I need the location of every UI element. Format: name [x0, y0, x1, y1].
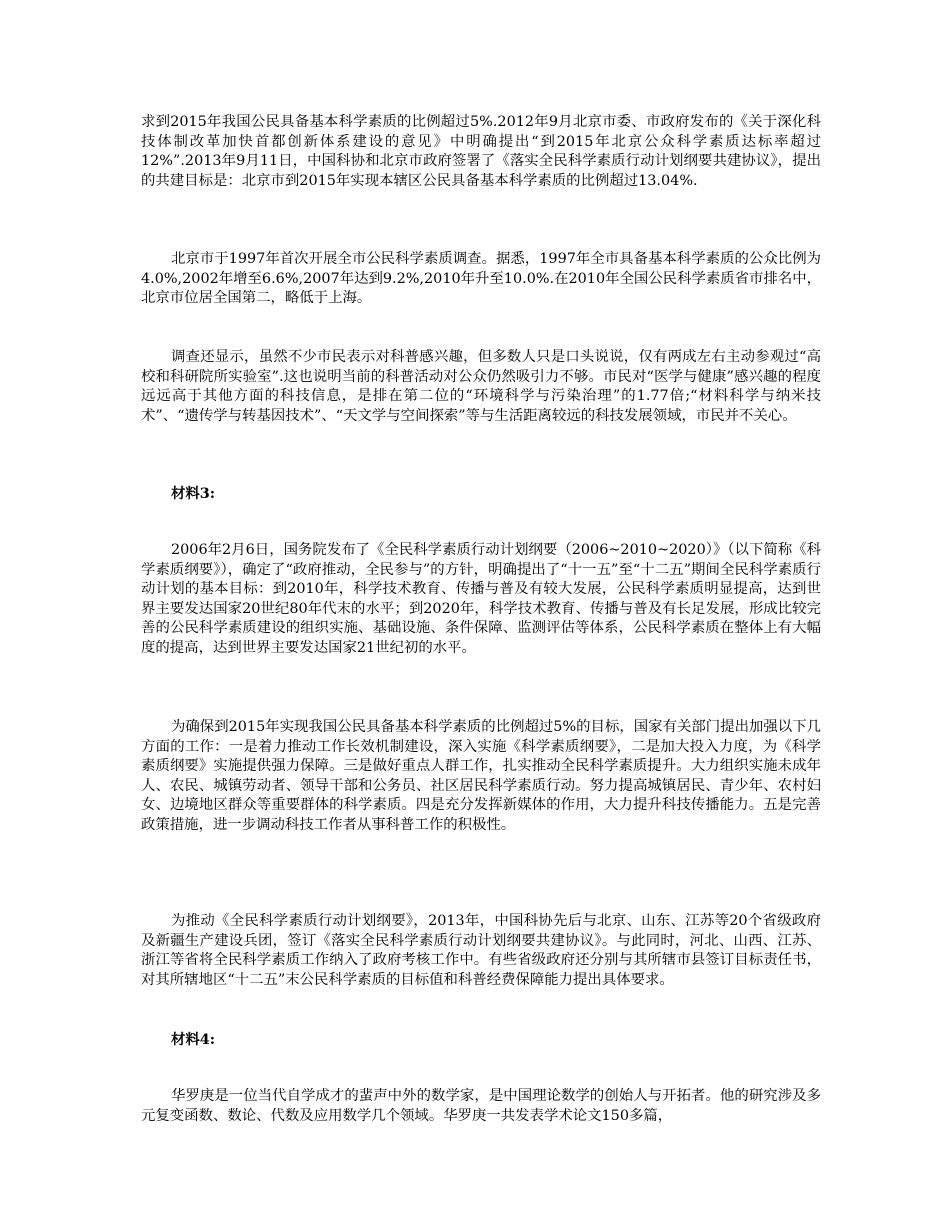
heading-material-3: 材料3:: [171, 485, 216, 502]
paragraph-national-work: 为确保到2015年实现我国公民具备基本科学素质的比例超过5%的目标，国家有关部门提出加强以下几方面的工作：一是着力推动工作长效机制建设，深入实施《科学素质纲要》，二是加大投入力度，为《科学素质纲要》实施提供强力保障。三是做好重点人群工作，扎实推动全民科学素质提升。大力组织实施未成年人、农民、城镇劳动者、领导干部和公务员、社区居民科学素质行动。努力提高城镇居民、青少年、农村妇女、边境地区群众等重要群体的科学素质。四是充分发挥新媒体的作用，大力提升科技传播能力。五是完善政策措施，进一步调动科技工作者从事科普工作的积极性。: [141, 719, 821, 833]
paragraph-hua-luogeng: 华罗庚是一位当代自学成才的蜚声中外的数学家，是中国理论数学的创始人与开拓者。他的研究涉及多元复变函数、数论、代数及应用数学几个领域。华罗庚一共发表学术论文150多篇，: [141, 1088, 821, 1124]
paragraph-state-council: 2006年2月6日，国务院发布了《全民科学素质行动计划纲要（2006~2010~2020）》（以下简称《科学素质纲要》），确定了“政府推动，全民参与”的方针，明确提出了“十一五”至“十二五”期间全民科学素质行动计划的基本目标：到2010年，科学技术教育、传播与普及有较大发展，公民科学素质明显提高，达到世界主要发达国家20世纪80年代末的水平；到2020年，科学技术教育、传播与普及有长足发展，形成比较完善的公民科学素质建设的组织实施、基础设施、条件保障、监测评估等体系，公民科学素质在整体上有大幅度的提高，达到世界主要发达国家21世纪初的水平。: [141, 542, 821, 656]
heading-material-4: 材料4:: [171, 1031, 216, 1048]
paragraph-continuation: 求到2015年我国公民具备基本科学素质的比例超过5%.2012年9月北京市委、市政府发布的《关于深化科技体制改革加快首都创新体系建设的意见》中明确提出“到2015年北京公众科学素质达标率超过12%”.2013年9月11日，中国科协和北京市政府签署了《落实全民科学素质行动计划纲要共建协议》，提出的共建目标是：北京市到2015年实现本辖区公民具备基本科学素质的比例超过13.04%.: [141, 114, 821, 189]
paragraph-beijing-survey: 北京市于1997年首次开展全市公民科学素质调查。据悉，1997年全市具备基本科学素质的公众比例为4.0%,2002年增至6.6%,2007年达到9.2%,2010年升至10.0%.在2010年全国公民科学素质省市排名中，北京市位居全国第二，略低于上海。: [141, 251, 821, 306]
paragraph-cooperation-agreements: 为推动《全民科学素质行动计划纲要》，2013年，中国科协先后与北京、山东、江苏等20个省级政府及新疆生产建设兵团，签订《落实全民科学素质行动计划纲要共建协议》。与此同时，河北、山西、江苏、浙江等省将全民科学素质工作纳入了政府考核工作中。有些省级政府还分别与其所辖市县签订目标责任书，对其所辖地区“十二五”末公民科学素质的目标值和科普经费保障能力提出具体要求。: [141, 913, 821, 988]
paragraph-survey-findings: 调查还显示，虽然不少市民表示对科普感兴趣，但多数人只是口头说说，仅有两成左右主动参观过“高校和科研院所实验室”.这也说明当前的科普活动对公众仍然吸引力不够。市民对“医学与健康”感兴趣的程度远远高于其他方面的科技信息，是排在第二位的“环境科学与污染治理”的1.77倍;“材料科学与纳米技术”、“遗传学与转基因技术”、“天文学与空间探索”等与生活距离较远的科技发展领域，市民并不关心。: [141, 349, 821, 424]
